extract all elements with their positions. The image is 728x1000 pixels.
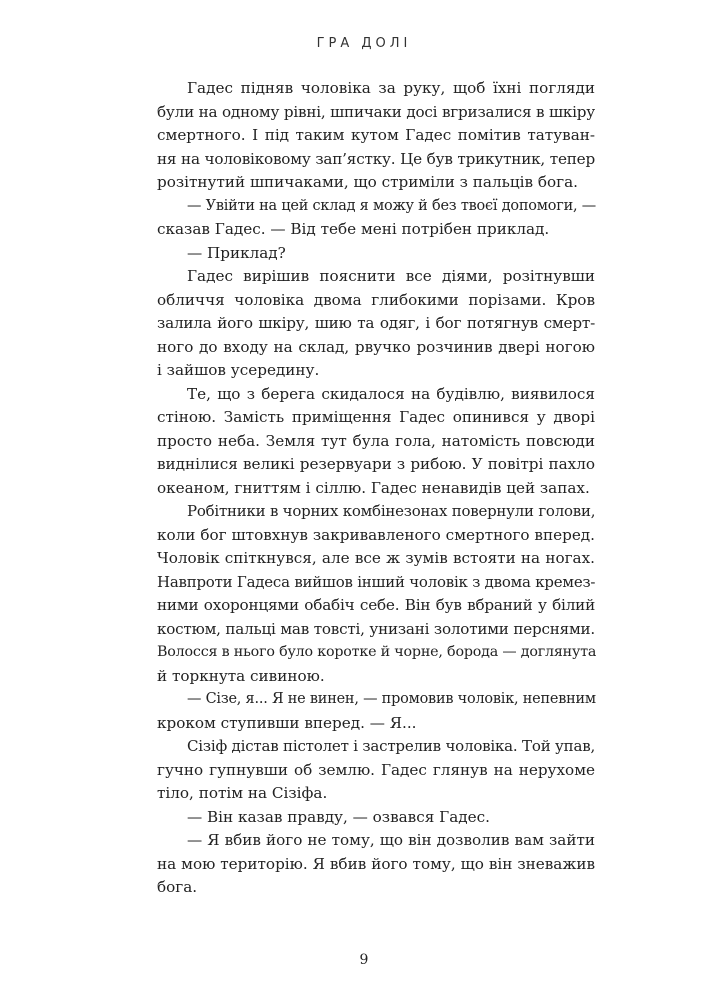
- text-line: стіною. Замість приміщення Гадес опинився у дворі: [157, 408, 595, 426]
- text-line: й торкнута сивиною.: [157, 666, 325, 685]
- text-line: кроком ступивши вперед. — Я...: [157, 713, 417, 732]
- text-line: Те, що з берега скидалося на будівлю, виявилося: [187, 384, 595, 403]
- text-line: Робітники в чорних комбінезонах повернули голови,: [187, 502, 596, 520]
- text-line: бога.: [157, 878, 198, 896]
- running-head: ГРА ДОЛІ: [316, 36, 412, 51]
- text-line: і зайшов усередину.: [157, 361, 320, 379]
- paragraph: [127, 383, 595, 501]
- paragraph: [127, 688, 595, 735]
- text-line: Сізіф дістав пістолет і застрелив чоловіка. Той упав,: [187, 737, 596, 755]
- text-line: залила його шкіру, шию та одяг, і бог потягнув смерт-: [157, 314, 595, 332]
- text-line: розітнутий шпичаками, що стриміли з пальців бога.: [157, 173, 578, 191]
- text-line: ними охоронцями обабіч себе. Він був вбраний у білий: [157, 596, 595, 614]
- text-line: Гадес вирішив пояснити все діями, розітнувши: [187, 267, 595, 285]
- body-text: [127, 77, 595, 900]
- text-line: Чоловік спіткнувся, але все ж зумів встояти на ногах.: [157, 549, 595, 567]
- text-line: — Увійти на цей склад я можу й без твоєї допомоги, —: [187, 197, 597, 214]
- text-line: Навпроти Гадеса вийшов інший чоловік з двома кремез-: [157, 572, 596, 591]
- paragraph: [127, 77, 595, 195]
- text-line: — Сізе, я... Я не винен, — промовив чоловік, непевним: [187, 691, 596, 707]
- text-line: коли бог штовхнув закривавленого смертного вперед.: [157, 525, 595, 544]
- text-line: були на одному рівні, шпичаки досі вгризалися в шкіру: [157, 102, 595, 121]
- paragraph: [127, 500, 595, 688]
- text-line: виднілися великі резервуари з рибою. У повітрі пахло: [157, 455, 595, 473]
- text-line: Волосся в нього було коротке й чорне, борода — доглянута: [157, 644, 597, 660]
- text-line: тіло, потім на Сізіфа.: [157, 784, 328, 802]
- text-line: на мою територію. Я вбив його тому, що він зневажив: [157, 854, 595, 873]
- paragraph: [127, 195, 595, 242]
- text-line: гучно гупнувши об землю. Гадес глянув на нерухоме: [157, 760, 595, 779]
- text-line: обличчя чоловіка двома глибокими порізами. Кров: [157, 290, 595, 309]
- text-line: просто неба. Земля тут була гола, натомість повсюди: [157, 431, 595, 450]
- text-line: смертного. І під таким кутом Гадес помітив татуван-: [157, 126, 595, 144]
- paragraph: [127, 265, 595, 383]
- text-line: — Я вбив його не тому, що він дозволив вам зайти: [187, 831, 595, 849]
- text-line: океаном, гниттям і сіллю. Гадес ненавидів цей запах.: [157, 478, 590, 497]
- text-line: ня на чоловіковому зап’ястку. Це був трикутник, тепер: [157, 149, 595, 168]
- text-line: костюм, пальці мав товсті, унизані золотими перснями.: [157, 619, 595, 638]
- text-line: ного до входу на склад, рвучко розчинив двері ногою: [157, 337, 595, 356]
- text-line: Гадес підняв чоловіка за руку, щоб їхні погляди: [187, 79, 595, 97]
- text-line: — Приклад?: [187, 243, 286, 262]
- paragraph: [127, 735, 595, 806]
- text-line: сказав Гадес. — Від тебе мені потрібен приклад.: [157, 220, 550, 238]
- paragraph: [127, 242, 595, 266]
- paragraph: [127, 806, 595, 830]
- page-number: 9: [359, 952, 369, 968]
- text-line: — Він казав правду, — озвався Гадес.: [187, 807, 490, 826]
- paragraph: [127, 829, 595, 900]
